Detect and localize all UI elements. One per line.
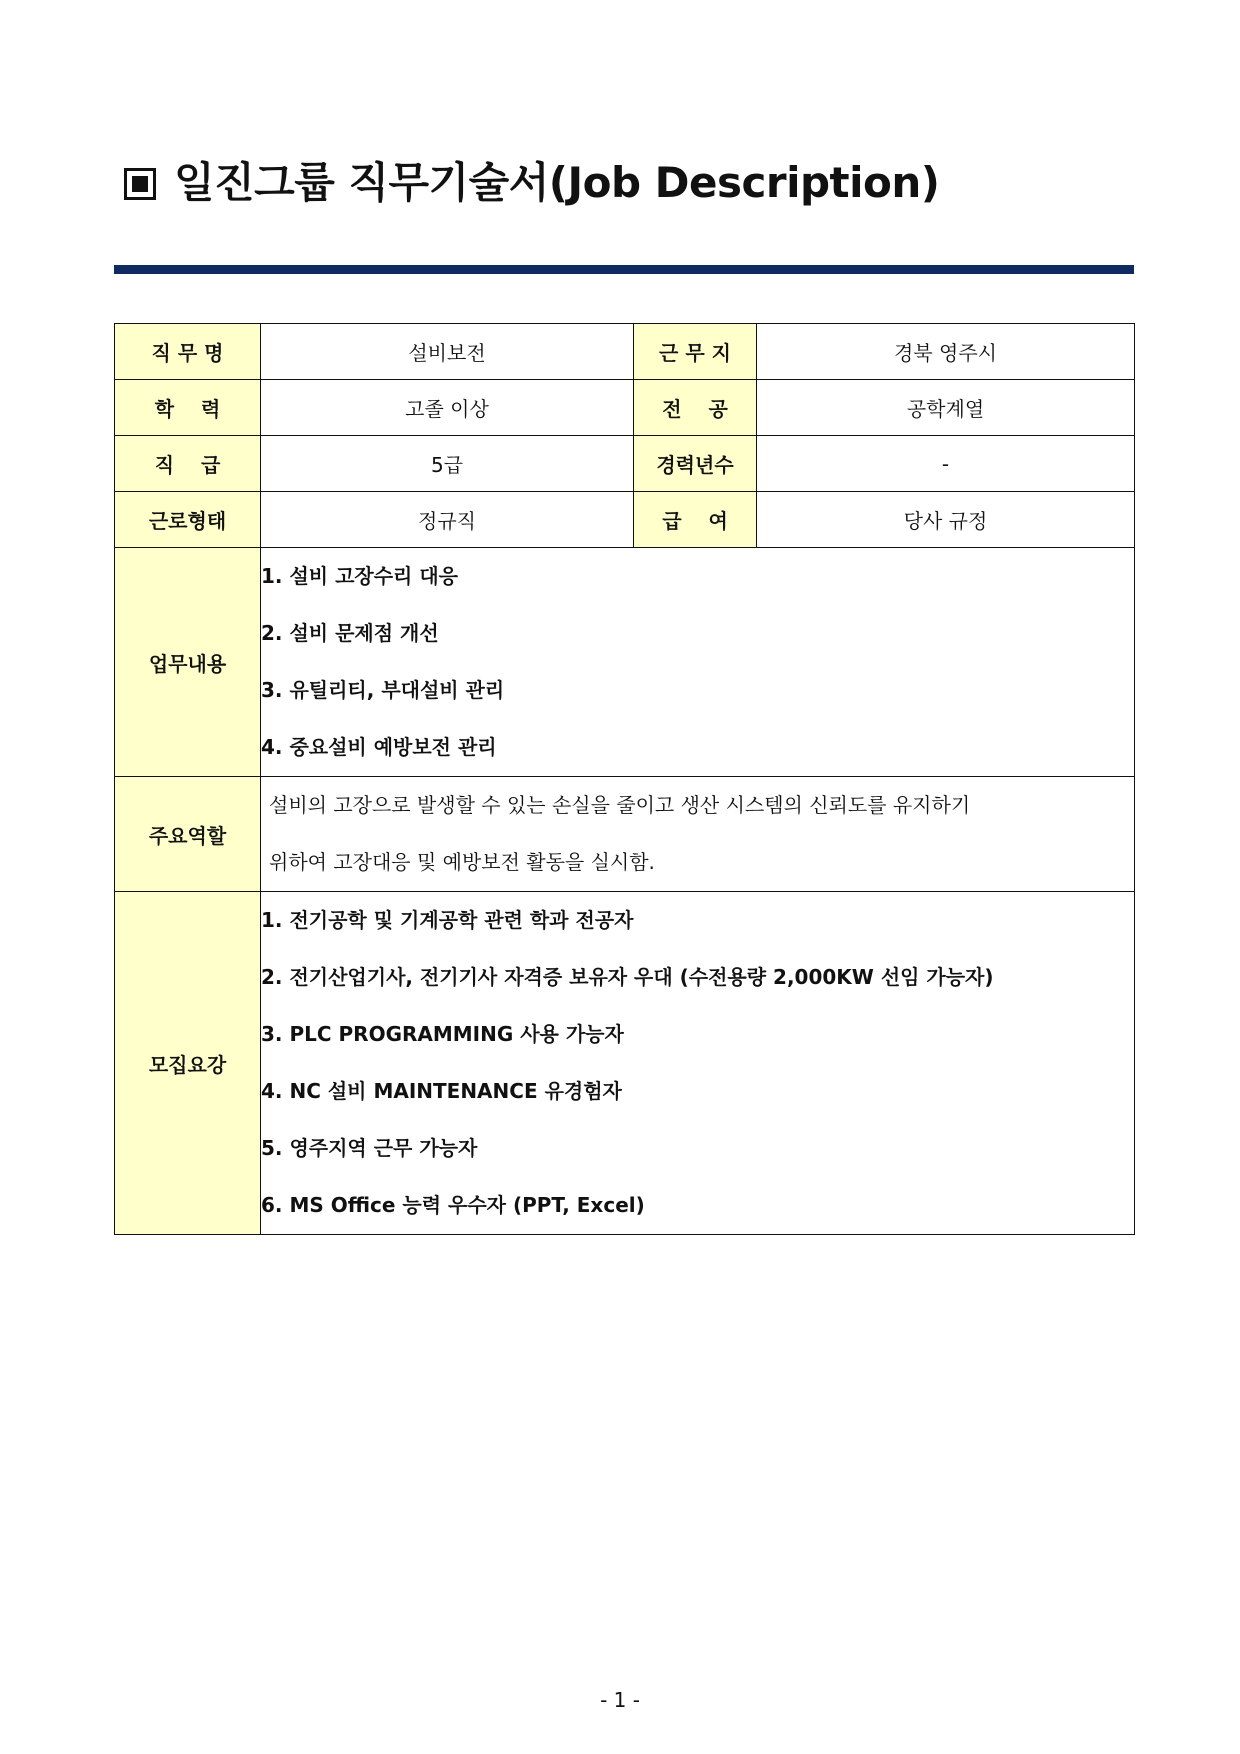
role-text-line: 위하여 고장대응 및 예방보전 활동을 실시함. [269,850,655,874]
education-label: 학 력 [115,380,261,436]
list-item: 3. PLC PROGRAMMING 사용 가능자 [261,1022,624,1046]
table-row [115,892,1135,1235]
role-cell [261,777,1135,892]
title-divider [114,265,1134,274]
job-description-table [114,323,1135,1235]
list-item: 1. 설비 고장수리 대응 [261,564,458,588]
list-item: 2. 전기산업기사, 전기기사 자격증 보유자 우대 (수전용량 2,000KW 선임 가능자) [261,965,994,989]
job-title-label: 직 무 명 [115,324,261,380]
major-label: 전 공 [634,380,757,436]
table-row [115,548,1135,777]
list-item: 4. 중요설비 예방보전 관리 [261,735,497,759]
duties-cell [261,548,1135,777]
list-item: 2. 설비 문제점 개선 [261,621,439,645]
requirements-label: 모집요강 [115,892,261,1235]
role-label: 주요역할 [115,777,261,892]
list-item: 4. NC 설비 MAINTENANCE 유경험자 [261,1079,622,1103]
experience-value: - [757,436,1135,492]
salary-value: 당사 규정 [757,492,1135,548]
table-row [115,324,1135,380]
employment-type-label: 근로형태 [115,492,261,548]
page-title [124,150,939,210]
major-value: 공학계열 [757,380,1135,436]
salary-label: 급 여 [634,492,757,548]
list-item: 1. 전기공학 및 기계공학 관련 학과 전공자 [261,908,634,932]
experience-label: 경력년수 [634,436,757,492]
page-title-text: 일진그룹 직무기술서(Job Description) [174,158,940,207]
role-text-line: 설비의 고장으로 발생할 수 있는 손실을 줄이고 생산 시스템의 신뢰도를 유지하기 [269,793,971,817]
duties-label: 업무내용 [115,548,261,777]
table-row [115,436,1135,492]
list-item: 5. 영주지역 근무 가능자 [261,1136,478,1160]
rank-value: 5급 [261,436,634,492]
table-row [115,492,1135,548]
rank-label: 직 급 [115,436,261,492]
table-row [115,777,1135,892]
workplace-value: 경북 영주시 [757,324,1135,380]
job-title-value: 설비보전 [261,324,634,380]
page-number: - 1 - [600,1688,640,1712]
list-item: 6. MS Office 능력 우수자 (PPT, Excel) [261,1193,645,1217]
workplace-label: 근 무 지 [634,324,757,380]
requirements-cell [261,892,1135,1235]
education-value: 고졸 이상 [261,380,634,436]
employment-type-value: 정규직 [261,492,634,548]
table-row [115,380,1135,436]
list-item: 3. 유틸리티, 부대설비 관리 [261,678,505,702]
square-bullet-icon [124,168,156,200]
